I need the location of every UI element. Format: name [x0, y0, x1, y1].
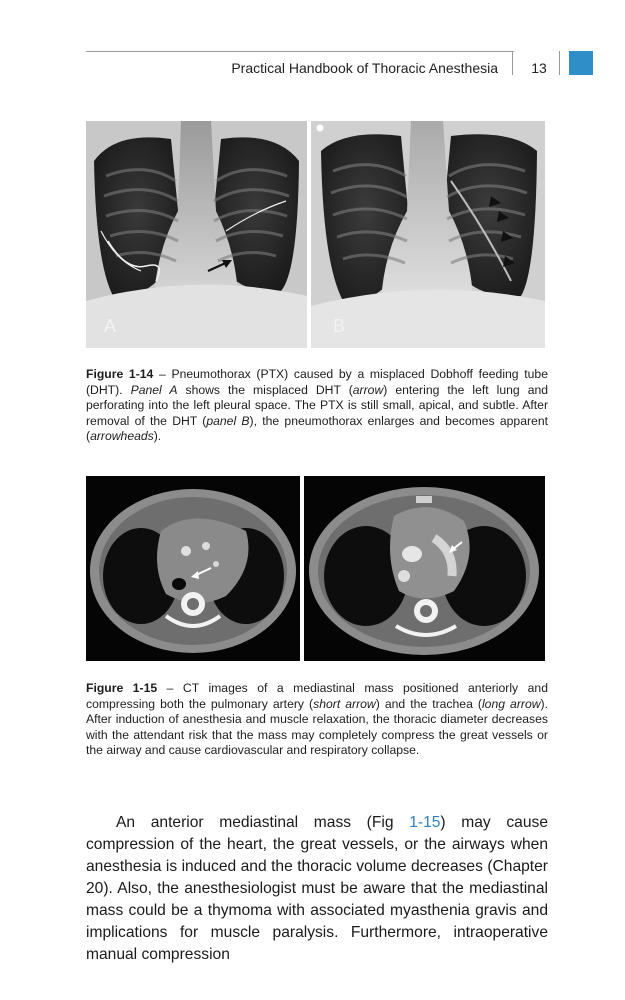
figure-1-14-caption: Figure 1-14 – Pneumothorax (PTX) caused by a misplaced Dobhoff feeding tube (DHT). Panel A shows the misplaced DHT (arrow) entering the left lung and perforating into the left pleural space. The PTX is still small, apical, and subtle. After removal of the DHT (panel B), the pneumothorax enlarges and becomes apparent (arrowheads).: [86, 367, 549, 444]
figure-label: Figure 1-15: [86, 681, 158, 695]
figure-1-15-right-ct-image: [304, 476, 545, 661]
panel-b-label: B: [333, 316, 346, 336]
panel-a-label: A: [104, 316, 117, 336]
header-divider: [512, 51, 513, 75]
figure-reference-link[interactable]: 1-15: [409, 814, 441, 831]
figure-1-14-panel-a-xray-image: [86, 121, 307, 348]
figure-label: Figure 1-14: [86, 367, 154, 381]
figure-1-15-caption: Figure 1-15 – CT images of a mediastinal mass positioned anteriorly and compressing both the pulmonary artery (short arrow) and the trachea (long arrow). After induction of anesthesia and muscle relaxation, the thoracic diameter decreases with the attendant risk that the mass may completely compress the great vessels or the airway and cause cardiovascular and respiratory collapse.: [86, 681, 548, 758]
figure-1-14-panel-b-xray-image: [311, 121, 545, 348]
header-divider: [559, 51, 560, 75]
running-header-title: Practical Handbook of Thoracic Anesthesia: [231, 60, 498, 76]
chapter-tab-marker: [569, 51, 593, 75]
body-paragraph: An anterior mediastinal mass (Fig 1-15) may cause compression of the heart, the great vessels, or the airways when anesthesia is induced and the thoracic volume decreases (Chapter 20). Also, the anesthesiologist must be aware that the mediastinal mass could be a thymoma with associated myasthenia gravis and implications for muscle paralysis. Furthermore, intraoperative manual compression: [86, 814, 548, 963]
page-number: 13: [531, 60, 547, 76]
header-rule: [86, 51, 514, 52]
figure-1-15-left-ct-image: [86, 476, 300, 661]
